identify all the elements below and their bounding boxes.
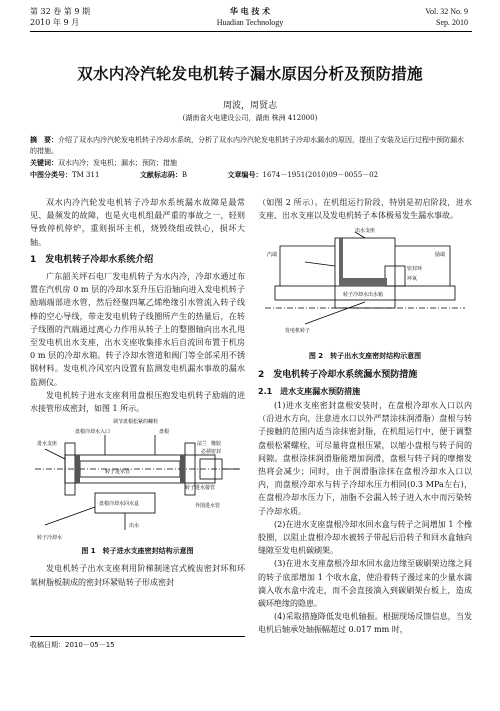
- journal-name-cn: 华 电 技 术: [229, 7, 271, 16]
- header-rule: [30, 31, 472, 32]
- fig2-label-seal-ring: 密封环: [407, 266, 423, 273]
- issue-date: 2010 年 9 月: [30, 18, 80, 27]
- fig1-label-outer-pipe: 外围进水管: [195, 503, 221, 510]
- figure-2-diagram: [265, 226, 465, 348]
- fig1-label-support: 进水支座: [37, 441, 58, 448]
- intro-paragraph: 双水内冷汽轮发电机转子冷却水系统漏水故障是最常见、最频发的故障，也是火电机组最严重的事故之一，轻则导致停机停炉，重则损坏主机，烧毁绕组或铁心，损坏大轴。: [30, 198, 245, 247]
- doc-code-value: B: [181, 171, 188, 179]
- doc-code-label: 文献标志码：: [139, 171, 182, 179]
- fig1-label-cooling-water: 转子冷却水: [37, 535, 63, 542]
- fig1-label-rotor-inlet-pipe: 转子进水接管: [185, 485, 216, 492]
- keywords: [30, 158, 470, 169]
- right-column: [258, 196, 472, 637]
- fig1-label-flange: 法兰: [197, 441, 208, 448]
- authors: 周波，周贤志: [222, 101, 277, 111]
- section-1-heading: 1 发电机转子冷却水系统介绍: [30, 254, 154, 265]
- fig2-label-cooling-box: 转子冷却水出水箱: [343, 292, 384, 299]
- abstract: [30, 135, 470, 157]
- measure-2: (2)在进水支座盘根冷却水回水盒与转子之间增加 1 个橡胶圈，以阻止盘根冷却水被转子带起后沿转子和回水盒轴向缝隙至发电机碳刷架。: [258, 519, 472, 556]
- section-1-paragraph-2: 发电机转子进水支座利用盘根压抱发电机转子励端的进水接管形成密封，如图 1 所示。: [30, 390, 245, 414]
- volume-en: Vol. 32 No. 9: [425, 7, 468, 16]
- affiliation: (湖南省火电建设公司，湖南 株洲 412000): [182, 114, 318, 122]
- fig1-label-return-box: 盘根冷却水回水盒: [99, 501, 140, 508]
- measure-4: (4)采取措施降低发电机轴振。根据现场反馈信息，当发电机后轴承处轴振幅超过 0.017 mm 时，: [258, 612, 472, 635]
- fig1-label-pack: 盘根: [159, 429, 170, 436]
- fig1-label-rotor-inlet: 转子进水管: [105, 469, 131, 476]
- keywords-label: 关键词：: [30, 159, 58, 167]
- article-title: 双水内冷汽轮发电机转子漏水原因分析及预防措施: [77, 65, 423, 83]
- article-no-label: 文章编号：: [227, 171, 263, 179]
- fig1-label-ring: 橡胶: [211, 441, 222, 448]
- figure-1-caption: 图 1 转子进水支座密封结构示意图: [81, 547, 194, 556]
- fig2-label-outlet-support: 出水支座: [355, 228, 376, 235]
- keywords-text: 双水内冷；发电机；漏水；预防；措施: [58, 159, 177, 167]
- fig1-label-drain: 出水: [129, 523, 140, 530]
- fig1-label-inlet: 盘根冷却水入口: [75, 429, 111, 436]
- fig2-label-steam-end: 汽端: [267, 252, 278, 259]
- date-en: Sep. 2010: [436, 18, 468, 27]
- section-2-1-heading: 2.1 进水支座漏水预防措施: [258, 386, 361, 396]
- fig1-label-seal: 必须密封: [201, 449, 222, 456]
- received-date-footnote: 收稿日期：2010－05－15: [30, 636, 245, 650]
- figure-1-diagram: [35, 415, 240, 543]
- classification-row: [30, 170, 470, 181]
- abstract-label: 摘 要：: [30, 136, 58, 144]
- fig2-label-exciter-end: 励端: [435, 252, 446, 259]
- volume-issue: 第 32 卷 第 9 期: [30, 7, 90, 16]
- abstract-text: 介绍了双水内冷汽轮发电机转子冷却水系统，分析了双水内冷汽轮发电机转子冷却水漏水的原因，提出了安装及运行过程中预防漏水的措施。: [30, 136, 464, 155]
- section-2-heading: 2 发电机转子冷却水系统漏水预防措施: [258, 369, 418, 380]
- measure-3: (3)在进水支座盘根冷却水回水盒边缘至碳刷架边缘之间的转子底部增加 1 个收水盒，使沿着转子漫过来的少量水滴滴入收水盒中流走，而不会直接滴入到碳刷架台板上，造成碳环绝缘的隐患。: [258, 559, 472, 609]
- journal-name-en: Huadian Technology: [216, 18, 284, 27]
- figure-2-caption: 图 2 转子出水支座密封结构示意图: [308, 352, 422, 361]
- fig1-label-bolt: 调节盘根松紧的螺栓: [113, 419, 159, 426]
- fig2-label-rotor: 发电机转子: [285, 328, 311, 335]
- section-1-paragraph-3: 发电机转子出水支座利用阶梯制迷宫式梳齿密封环和环氧树脂板制成的密封环紧贴转子形成密封: [30, 564, 245, 587]
- left-column: [30, 196, 245, 589]
- continued-paragraph: （如图 2 所示）。在机组运行阶段，特别是初启阶段，进水支座、出水支座以及发电机转子本体极易发生漏水事故。: [258, 198, 472, 221]
- clc-label: 中图分类号：: [30, 171, 72, 179]
- section-1-paragraph-1: 广东韶关坪石电厂发电机转子为水内冷，冷却水通过布置在汽机房 0 m 层的冷却水泵升压后沿轴向进入发电机转子励端端部进水管，然后经聚四氟乙烯绝缘引水管流入转子线棒的空心导线，带走发电机转子线圈所产生的热量后，在转子线圈的汽端通过离心力作用从转子上的整圈轴向出水孔甩至发电机出水支座，出水支座收集排水后自流回布置于机房 0 m 层的冷却水箱。转子冷却水管道和阀门等全部采用不锈钢材料。发电机冷风室内设置有监测发电机漏水事故的漏水监测仪。: [30, 272, 245, 387]
- header-right: [425, 6, 468, 28]
- article-no-value: 1674－1951(2010)09－0055－02: [262, 171, 379, 179]
- measure-1: (1)进水支座密封盘根安装时，在盘根冷却水入口以内（沿进水方向，注意进水口以外严禁涂抹润滑脂）盘根与转子接触的范围内适当涂抹密封脂，在机组运行中，便于调整盘根松紧螺栓，可尽量将盘根压紧，以缩小盘根与转子间的间隙。盘根涂抹润滑脂能增加润滑，盘根与转子间的摩擦发热将会减少；同时，由于润滑脂涂抹在盘根冷却水入口以内，而盘根冷却水与转子冷却水压力相同(0.3 MPa左右)，在盘根冷却水压力下，油脂不会漏入转子进入水中而污染转子冷却水质。: [258, 401, 472, 516]
- fig2-label-epoxy: 环氧: [407, 276, 418, 283]
- journal-header: [0, 6, 500, 38]
- clc-value: TM 311: [72, 171, 100, 179]
